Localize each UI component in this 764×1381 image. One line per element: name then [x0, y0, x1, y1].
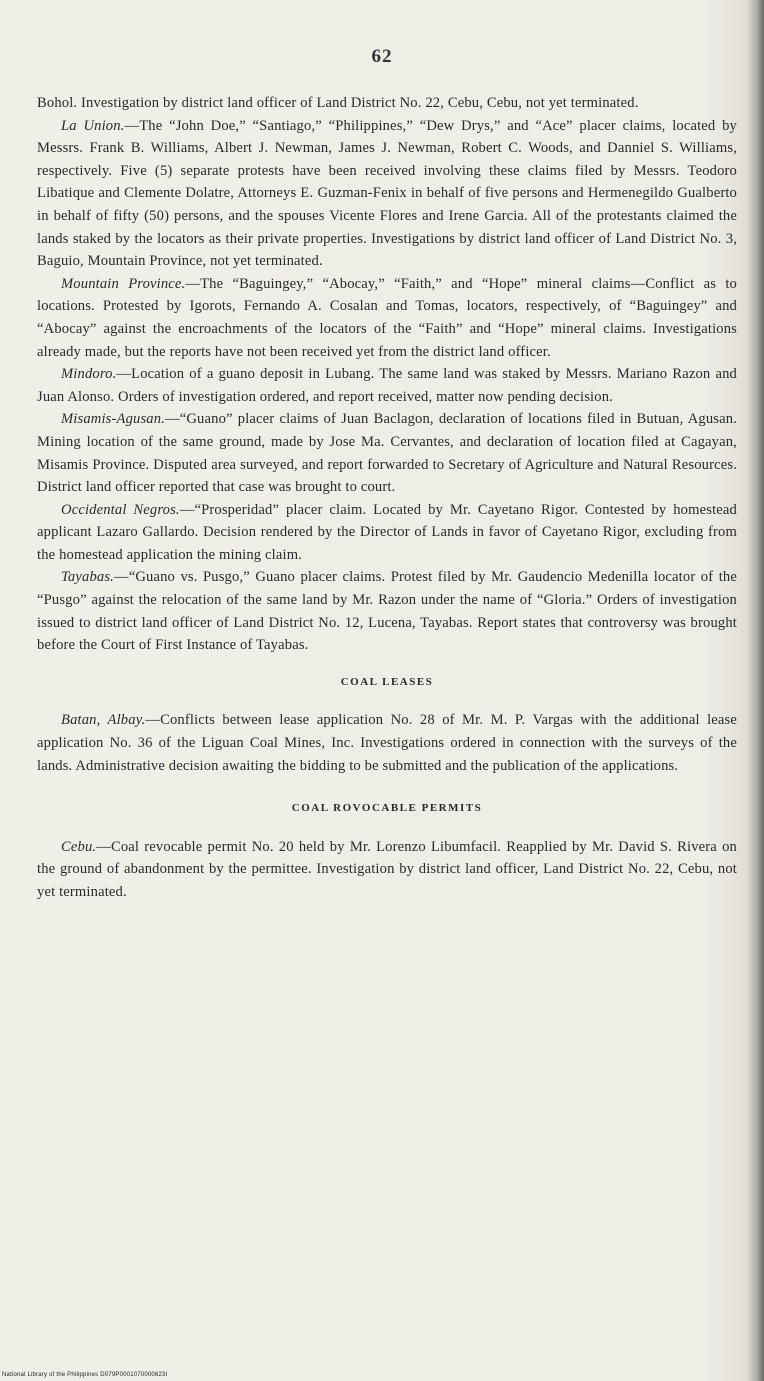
paragraph — [37, 836, 737, 904]
paragraph-lead: La Union. — [61, 117, 125, 134]
paragraph — [37, 115, 737, 273]
paragraph-body: —“Guano vs. Pusgo,” Guano placer claims. Protest filed by Mr. Gaudencio Medenilla locator of the “Pusgo” against the relocation of the same land by Mr. Razon under the name of “Gloria.” Orders of investigation issued to district land officer of Land District No. 12, Lucena, Tayabas. Report states that controversy was brought before the Court of First Instance of Tayabas. — [37, 569, 737, 654]
paragraph — [37, 363, 737, 408]
paragraph — [37, 92, 737, 115]
page-number: 62 — [371, 46, 393, 67]
page-edge-shadow — [746, 0, 764, 1381]
paragraph — [37, 566, 737, 656]
paragraph-body: —Coal revocable permit No. 20 held by Mr. Lorenzo Libumfacil. Reapplied by Mr. David S. Rivera on the ground of abandonment by the permittee. Investigation by district land officer, Land District No. 22, Cebu, not yet terminated. — [37, 838, 737, 900]
paragraph-body: —Conflicts between lease application No. 28 of Mr. M. P. Vargas with the additional lease application No. 36 of the Liguan Coal Mines, Inc. Investigations ordered in connection with the surveys of the lands. Administrative decision awaiting the bidding to be submitted and the publication of the applications. — [37, 712, 737, 774]
scan-footer: National Library of the Philippines D079P0001070000623I — [2, 1372, 168, 1378]
paragraph — [37, 709, 737, 777]
paragraph-lead: Tayabas. — [61, 569, 114, 586]
paragraph-body: Bohol. Investigation by district land officer of Land District No. 22, Cebu, Cebu, not yet terminated. — [37, 95, 639, 111]
paragraph — [37, 273, 737, 363]
section-heading-coal-leases: COAL LEASES — [340, 675, 434, 688]
paragraph-lead: Misamis-Agusan. — [61, 411, 165, 428]
paragraph — [37, 408, 737, 498]
paragraph-lead: Mountain Province. — [61, 275, 186, 292]
paragraph-body: —“Prosperidad” placer claim. Located by Mr. Cayetano Rigor. Contested by homestead applicant Lazaro Gallardo. Decision rendered by the Director of Lands in favor of Cayetano Rigor, excluding from the homestead application the mining claim. — [37, 501, 737, 563]
paragraph-body: —The “Baguingey,” “Abocay,” “Faith,” and “Hope” mineral claims—Conflict as to locations. Protested by Igorots, Fernando A. Cosalan and Tomas, locators, respectively, of “Baguingey” and “Abocay” against the encroachments of the locators of the “Faith” and “Hope” mineral claims. Investigations already made, but the reports have not been received yet from the district land officer. — [37, 275, 737, 360]
body-text — [37, 92, 737, 904]
paragraph-body: —The “John Doe,” “Santiago,” “Philippines,” “Dew Drys,” and “Ace” placer claims, located by Messrs. Frank B. Williams, Albert J. Newman, James J. Newman, Robert C. Woods, and Danniel S. Williams, respectively. Five (5) separate protests have been received involving these claims filed by Messrs. Teodoro Libatique and Clemente Dolatre, Attorneys E. Guzman-Fenix in behalf of five persons and Hermenegildo Gualberto in behalf of fifty (50) persons, and the spouses Vicente Flores and Irene Garcia. All of the protestants claimed the lands staked by the locators as their private properties. Investigations by district land officer of Land District No. 3, Baguio, Mountain Province, not yet terminated. — [37, 117, 738, 270]
paragraph-lead: Cebu. — [61, 838, 97, 855]
paragraph-lead: Mindoro. — [61, 366, 117, 383]
paragraph-lead: Batan, Albay. — [61, 712, 146, 729]
paragraph — [37, 499, 737, 567]
section-heading-coal-revocable-permits: COAL ROVOCABLE PERMITS — [291, 802, 483, 815]
paragraph-body: —“Guano” placer claims of Juan Baclagon, declaration of locations filed in Butuan, Agusan. Mining location of the same ground, made by Jose Ma. Cervantes, and declaration of location filed at Cagayan, Misamis Province. Disputed area surveyed, and report forwarded to Secretary of Agriculture and Natural Resources. District land officer reported that case was brought to court. — [37, 411, 737, 496]
paragraph-lead: Occidental Negros. — [61, 501, 180, 518]
paragraph-body: —Location of a guano deposit in Lubang. The same land was staked by Messrs. Mariano Razon and Juan Alonso. Orders of investigation ordered, and report received, matter now pending decision. — [37, 366, 737, 405]
